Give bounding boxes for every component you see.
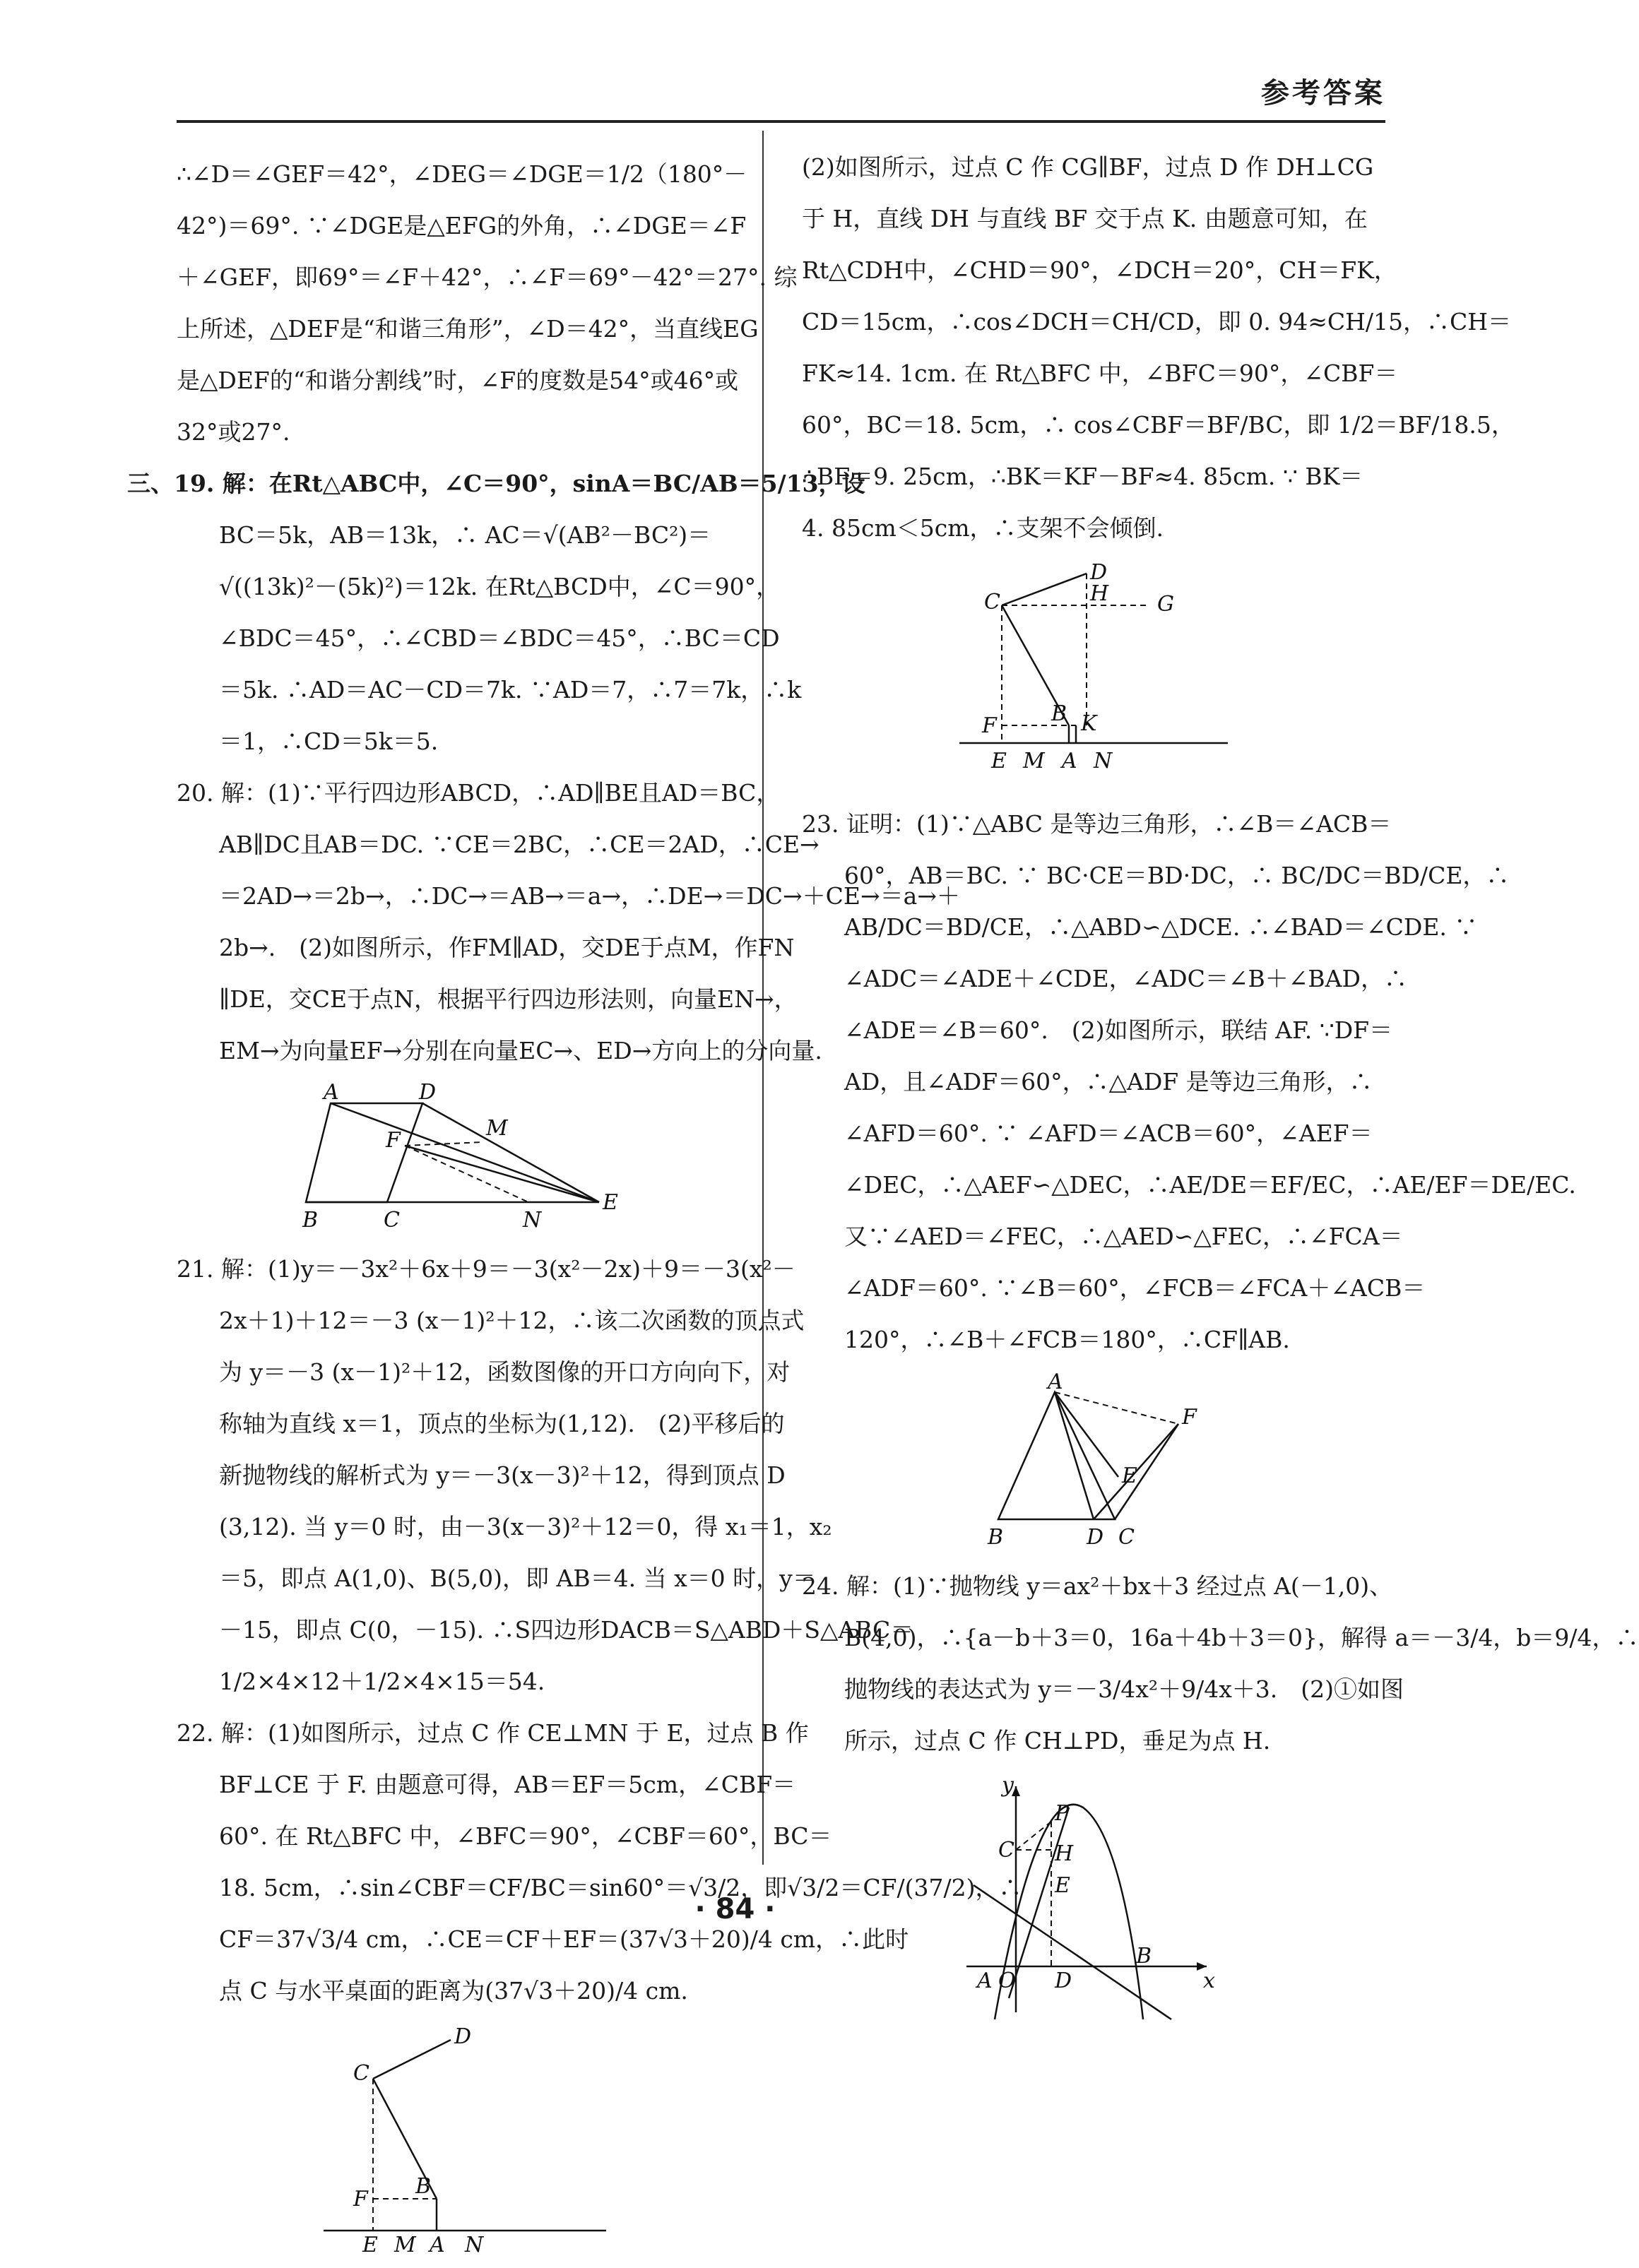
text-line: ∴BF＝9. 25cm，∴BK＝KF－BF≈4. 85cm. ∵ BK＝ (802, 463, 1363, 490)
fig20-label: M (485, 1116, 508, 1141)
text-line: BF⊥CE 于 F. 由题意可得，AB＝EF＝5cm，∠CBF＝ (219, 1771, 796, 1798)
fig22b-label: B (1051, 701, 1067, 726)
figure-22-stand (316, 2024, 613, 2257)
fig24-label: E (1054, 1873, 1070, 1898)
text-line: 2x＋1)＋12＝－3 (x－1)²＋12，∴该二次函数的顶点式 (219, 1307, 805, 1334)
fig24-label: P (1054, 1801, 1069, 1826)
fig22b-label: G (1156, 592, 1174, 617)
text-line: 所示，过点 C 作 CH⊥PD，垂足为点 H. (844, 1727, 1271, 1755)
fig22-label: M (394, 2233, 416, 2257)
fig23-label: B (987, 1525, 1003, 1550)
text-line: EM→为向量EF→分别在向量EC→、ED→方向上的分向量. (219, 1037, 822, 1064)
text-line: ＝5，即点 A(1,0)、B(5,0)，即 AB＝4. 当 x＝0 时，y＝ (219, 1565, 816, 1592)
text-line: 18. 5cm，∴sin∠CBF＝CF/BC＝sin60°＝√3/2，即√3/2＝CF/(37/2)，∴ (219, 1874, 1022, 1901)
fig22-label: B (415, 2174, 431, 2199)
text-line: 23. 证明：(1)∵△ABC 是等边三角形，∴∠B＝∠ACB＝ (802, 810, 1392, 838)
text-line: 21. 解：(1)y＝－3x²＋6x＋9＝－3(x²－2x)＋9＝－3(x²－ (177, 1255, 795, 1283)
text-line: 22. 解：(1)如图所示，过点 C 作 CE⊥MN 于 E，过点 B 作 (177, 1719, 809, 1747)
text-line: ∠ADC＝∠ADE＋∠CDE，∠ADC＝∠B＋∠BAD，∴ (844, 965, 1407, 992)
text-line: FK≈14. 1cm. 在 Rt△BFC 中，∠BFC＝90°，∠CBF＝ (802, 360, 1398, 387)
fig24-label: y (1001, 1773, 1014, 1798)
text-line: 42°)＝69°. ∵∠DGE是△EFG的外角，∴∠DGE＝∠F (177, 212, 747, 239)
fig23-label: A (1047, 1370, 1063, 1394)
text-line: 于 H，直线 DH 与直线 BF 交于点 K. 由题意可知，在 (802, 205, 1368, 232)
text-line: 抛物线的表达式为 y＝－3/4x²＋9/4x＋3. (2)①如图 (844, 1675, 1404, 1703)
text-line: 是△DEF的“和谐分割线”时，∠F的度数是54°或46°或 (177, 367, 739, 394)
fig24-label: C (998, 1838, 1014, 1863)
problem-21 (177, 1243, 914, 1707)
text-line: B(4,0)，∴{a－b＋3＝0，16a＋4b＋3＝0}，解得 a＝－3/4，b＝9/4，∴ (844, 1624, 1639, 1651)
problem-20 (177, 767, 960, 1076)
fig20-label: F (385, 1128, 401, 1153)
text-line: ∠ADE＝∠B＝60°. (2)如图所示，联结 AF. ∵DF＝ (844, 1016, 1393, 1044)
problem-18-continued (177, 148, 798, 458)
fig22b-label: D (1089, 560, 1107, 585)
text-line: 称轴为直线 x＝1，顶点的坐标为(1,12). (2)平移后的 (219, 1410, 785, 1437)
text-line: ∠DEC，∴△AEF∽△DEC，∴AE/DE＝EF/EC，∴AE/EF＝DE/EC. (844, 1171, 1576, 1199)
text-line: AB/DC＝BD/CE，∴△ABD∽△DCE. ∴∠BAD＝∠CDE. ∵ (844, 913, 1478, 941)
text-line: 60°. 在 Rt△BFC 中，∠BFC＝90°，∠CBF＝60°，BC＝ (219, 1822, 832, 1850)
text-line: ＋∠GEF，即69°＝∠F＋42°，∴∠F＝69°－42°＝27°. 综 (177, 263, 798, 291)
fig22b-label: E (990, 749, 1007, 773)
text-line: CF＝37√3/4 cm，∴CE＝CF＋EF＝(37√3＋20)/4 cm，∴此时 (219, 1925, 909, 1953)
header-rule (177, 120, 1385, 123)
fig22b-label: M (1022, 749, 1045, 773)
text-line: 20. 解：(1)∵平行四边形ABCD，∴AD∥BE且AD＝BC， (177, 779, 780, 807)
text-line: ＝5k. ∴AD＝AC－CD＝7k. ∵AD＝7，∴7＝7k，∴k (219, 676, 802, 703)
text-line: (3,12). 当 y＝0 时，由－3(x－3)²＋12＝0，得 x₁＝1，x₂ (219, 1513, 832, 1540)
text-line: AD，且∠ADF＝60°，∴△ADF 是等边三角形，∴ (844, 1068, 1373, 1096)
text-line: 上所述，△DEF是“和谐三角形”，∠D＝42°，当直线EG (177, 315, 759, 343)
fig20-label: B (302, 1208, 318, 1233)
text-line: －15，即点 C(0，－15). ∴S四边形DACB＝S△ABD＋S△ABC＝ (219, 1616, 914, 1644)
text-line: 60°，BC＝18. 5cm，∴ cos∠CBF＝BF/BC，即 1/2＝BF/18.5， (802, 411, 1515, 439)
text-line: 24. 解：(1)∵抛物线 y＝ax²＋bx＋3 经过点 A(－1,0)、 (802, 1572, 1393, 1600)
problem-22 (177, 1707, 1022, 2017)
text-line: ∴∠D＝∠GEF＝42°，∠DEG＝∠DGE＝1/2（180°－ (177, 160, 747, 188)
fig20-label: D (418, 1080, 436, 1105)
fig22-label: F (353, 2187, 368, 2211)
fig22b-label: F (981, 713, 997, 738)
page-header-title: 参考答案 (1261, 77, 1385, 109)
fig24-label: O (998, 1969, 1016, 1993)
text-line: 三、19. 解：在Rt△ABC中，∠C＝90°，sinA＝BC/AB＝5/13，设 (127, 470, 865, 497)
text-line: BC＝5k，AB＝13k，∴ AC＝√(AB²－BC²)＝ (219, 521, 711, 549)
fig23-label: C (1118, 1525, 1135, 1550)
text-line: ∥DE，交CE于点N，根据平行四边形法则，向量EN→， (219, 985, 798, 1013)
fig23-label: E (1121, 1463, 1137, 1488)
text-line: 为 y＝－3 (x－1)²＋12，函数图像的开口方向向下，对 (219, 1358, 791, 1386)
fig24-label: x (1202, 1969, 1215, 1993)
right-column (802, 141, 1639, 2039)
fig24-label: D (1054, 1969, 1072, 1993)
fig22-label: D (454, 2024, 471, 2049)
text-line: ∠AFD＝60°. ∵ ∠AFD＝∠ACB＝60°，∠AEF＝ (844, 1120, 1373, 1147)
problem-22-continued (802, 141, 1515, 554)
figure-22b-stand (952, 560, 1235, 785)
fig23-label: F (1181, 1405, 1197, 1430)
text-line: 120°，∴∠B＋∠FCB＝180°，∴CF∥AB. (844, 1326, 1290, 1353)
fig20-label: C (383, 1208, 400, 1233)
text-line: 点 C 与水平桌面的距离为(37√3＋20)/4 cm. (219, 1977, 688, 2005)
text-line: 60°，AB＝BC. ∵ BC·CE＝BD·DC，∴ BC/DC＝BD/CE，∴ (844, 862, 1510, 889)
fig24-label: H (1054, 1841, 1073, 1866)
fig24-label: B (1135, 1944, 1152, 1969)
fig24-label: A (976, 1969, 993, 1993)
fig23-label: D (1086, 1525, 1103, 1550)
fig22-label: A (429, 2233, 445, 2257)
problem-24 (802, 1560, 1639, 1767)
text-line: ＝2AD→＝2b→，∴DC→＝AB→＝a→，∴DE→＝DC→＋CE→＝a→＋ (219, 882, 960, 910)
figure-20-parallelogram (302, 1080, 627, 1233)
text-line: √((13k)²－(5k)²)＝12k. 在Rt△BCD中，∠C＝90°， (219, 573, 780, 600)
text-line: 4. 85cm＜5cm，∴支架不会倾倒. (802, 514, 1164, 542)
text-line: ∠BDC＝45°，∴∠CBD＝∠BDC＝45°，∴BC＝CD (219, 624, 780, 652)
fig20-label: E (602, 1190, 618, 1215)
text-line: (2)如图所示，过点 C 作 CG∥BF，过点 D 作 DH⊥CG (802, 153, 1374, 181)
problem-19 (127, 458, 865, 767)
text-line: 32°或27°. (177, 418, 290, 446)
fig22b-label: A (1061, 749, 1077, 773)
text-line: AB∥DC且AB＝DC. ∵CE＝2BC，∴CE＝2AD，∴CE→ (219, 831, 820, 858)
text-line: 1/2×4×12＋1/2×4×15＝54. (219, 1668, 545, 1695)
fig22b-label: N (1093, 749, 1112, 773)
fig22b-label: H (1089, 581, 1108, 606)
text-line: ∠ADF＝60°. ∵∠B＝60°，∠FCB＝∠FCA＋∠ACB＝ (844, 1274, 1426, 1302)
text-line: Rt△CDH中，∠CHD＝90°，∠DCH＝20°，CH＝FK， (802, 256, 1397, 284)
fig20-label: N (522, 1208, 541, 1233)
fig22b-label: C (983, 590, 1000, 615)
text-line: 又∵∠AED＝∠FEC，∴△AED∽△FEC，∴∠FCA＝ (844, 1223, 1403, 1250)
text-line: 2b→. (2)如图所示，作FM∥AD，交DE于点M，作FN (219, 934, 795, 961)
text-line: CD＝15cm，∴cos∠DCH＝CH/CD，即 0. 94≈CH/15，∴CH＝ (802, 308, 1512, 336)
text-line: ＝1，∴CD＝5k＝5. (219, 728, 439, 755)
page-number: · 84 · (694, 1893, 776, 1925)
fig22-label: N (464, 2233, 483, 2257)
fig22-label: E (362, 2233, 378, 2257)
figure-23-triangle (981, 1370, 1207, 1550)
fig22b-label: K (1080, 711, 1096, 736)
text-line: 新抛物线的解析式为 y＝－3(x－3)²＋12，得到顶点 D (219, 1461, 786, 1489)
fig22-label: C (353, 2061, 369, 2086)
problem-23 (802, 798, 1576, 1365)
fig20-label: A (323, 1080, 339, 1105)
